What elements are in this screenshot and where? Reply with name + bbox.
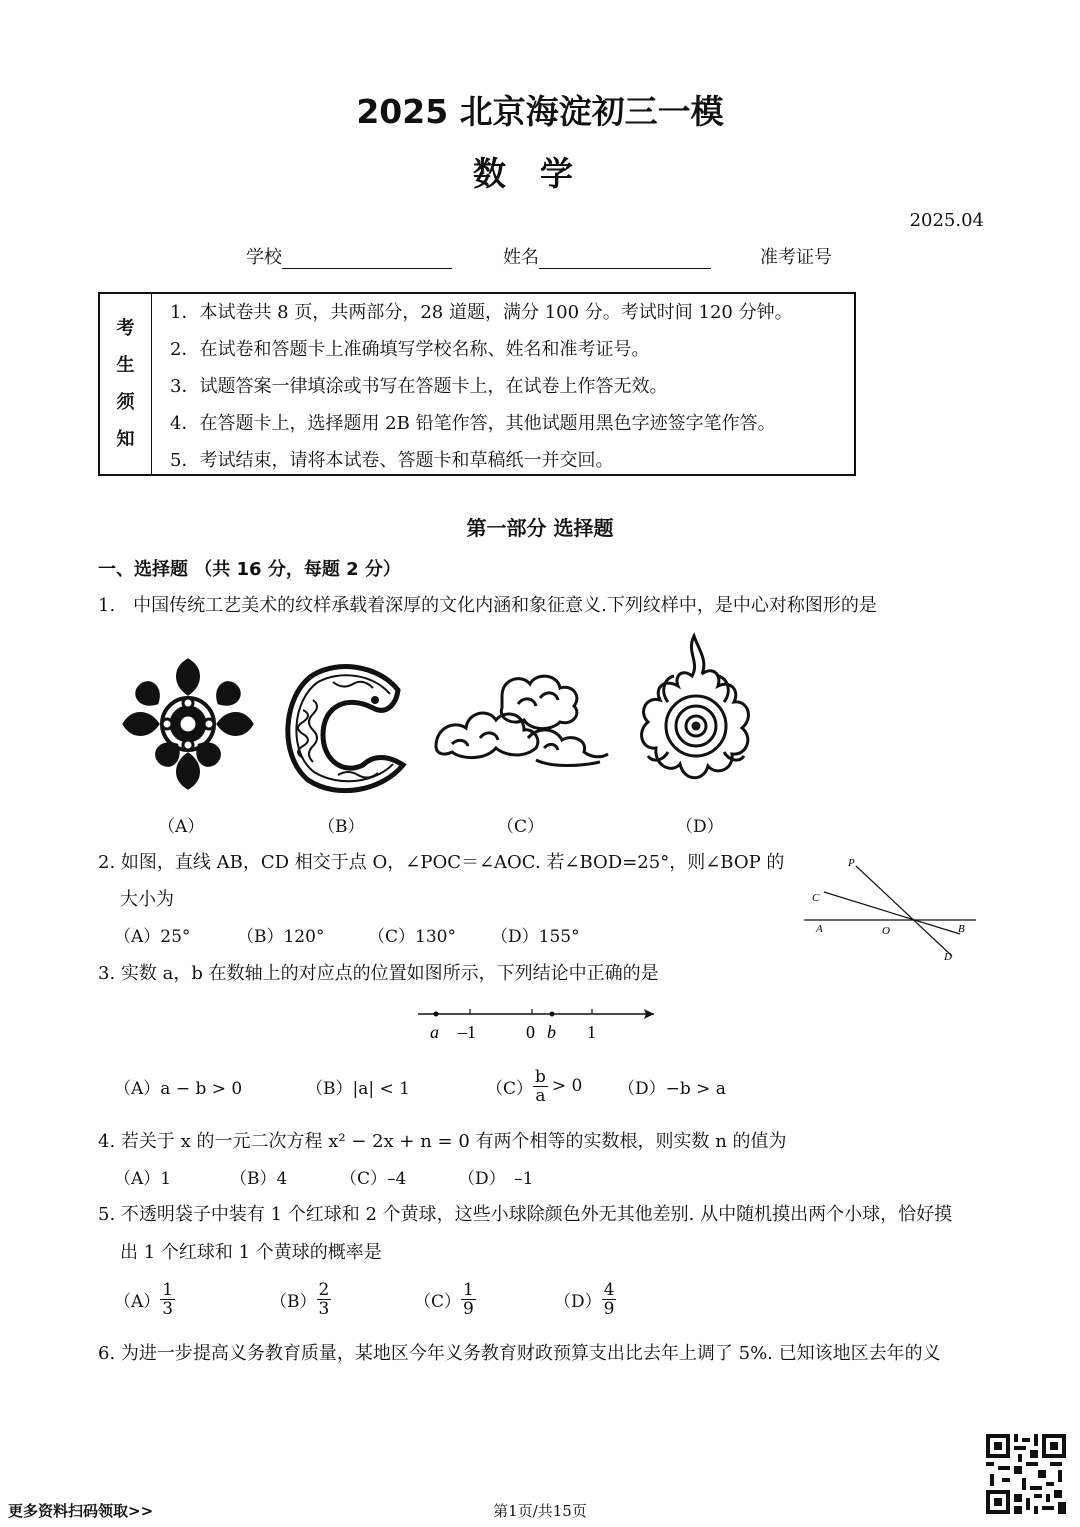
q5-option-d-numerator: 4 (603, 1279, 615, 1300)
notice-label-char: 生 (116, 355, 135, 376)
exam-title: 2025 北京海淀初三一模 (356, 92, 724, 131)
pattern-d-flame-image (628, 632, 760, 792)
q3-point-b (550, 1012, 555, 1017)
q5-option-c (414, 1277, 476, 1321)
q5-option-a (114, 1277, 175, 1321)
notice-label-char: 须 (116, 392, 135, 413)
exam-date: 2025.04 (909, 210, 984, 231)
q5-option-b-label: （B） (270, 1291, 317, 1312)
q2-label-b: B (958, 923, 965, 935)
q3-point-a (434, 1012, 439, 1017)
question-5-line1: 5. 不透明袋子中装有 1 个红球和 2 个黄球，这些小球除颜色外无其他差别. 从中随机摸出两个小球，恰好摸 (98, 1204, 953, 1225)
q5-option-c-denominator: 9 (463, 1298, 474, 1319)
q5-option-a-numerator: 1 (162, 1279, 174, 1300)
question-6-text: 6. 为进一步提高义务教育质量，某地区今年义务教育财政预算支出比去年上调了 5%. 已知该地区去年的义 (98, 1343, 941, 1364)
question-2-line1: 2. 如图，直线 AB，CD 相交于点 O，∠POC＝∠AOC. 若∠BOD=25°，则∠BOP 的 (98, 852, 785, 873)
q5-option-b-denominator: 3 (318, 1298, 330, 1319)
q5-option-b (270, 1277, 331, 1321)
q3-option-c-denominator: a (535, 1085, 546, 1106)
question-5-line2: 出 1 个红球和 1 个黄球的概率是 (120, 1242, 382, 1263)
q1-option-d-label: （D） (676, 817, 724, 837)
q2-option-d: （D）155° (491, 927, 580, 947)
q2-label-o: O (882, 925, 890, 937)
exam-id-label: 准考证号 (760, 247, 832, 268)
q2-label-a: A (816, 923, 823, 935)
q5-option-c-fraction (461, 1281, 476, 1318)
footer-page-number: 第1页/共15页 (493, 1502, 587, 1520)
q5-option-d-label: （D） (554, 1291, 602, 1312)
q1-option-b-label: （B） (318, 817, 365, 837)
q1-option-a-label: （A） (158, 817, 205, 837)
notice-label-char: 考 (116, 318, 135, 339)
school-blank (282, 248, 452, 269)
q3-axis-label-one: 1 (587, 1022, 596, 1042)
pattern-c-clouds-image (432, 668, 610, 780)
q2-label-p: P (848, 857, 855, 869)
q2-label-d: D (944, 951, 952, 963)
subject-title: 数学 (473, 154, 607, 193)
question-2-line2: 大小为 (120, 889, 174, 910)
q3-axis-label-b: b (547, 1022, 556, 1042)
q5-option-b-numerator: 2 (318, 1279, 330, 1300)
pattern-a-flower-image (120, 656, 256, 792)
notice-box (98, 292, 856, 476)
q3-option-c (486, 1064, 582, 1108)
notice-item: 3．试题答案一律填涂或书写在答题卡上，在试卷上作答无效。 (170, 376, 668, 397)
q5-option-a-label: （A） (114, 1291, 161, 1312)
q5-option-a-denominator: 3 (162, 1298, 174, 1319)
q3-option-b-expr: |a| < 1 (352, 1079, 410, 1099)
question-1-text: 1. 中国传统工艺美术的纹样承载着深厚的文化内涵和象征意义.下列纹样中，是中心对称图形的是 (98, 595, 877, 616)
notice-label-char: 知 (116, 429, 135, 450)
q3-option-b (306, 1074, 410, 1099)
q2-label-c: C (812, 892, 820, 904)
name-label: 姓名 (503, 247, 539, 268)
q4-option-d: （D） –1 (458, 1169, 534, 1189)
question-4-text: 4. 若关于 x 的一元二次方程 x² − 2x + n = 0 有两个相等的实数根，则实数 n 的值为 (98, 1131, 787, 1152)
exam-id-field (760, 243, 832, 269)
q3-option-a: （A）a − b > 0 (114, 1079, 243, 1099)
q3-option-c-fraction (533, 1068, 548, 1105)
pattern-b-c-shape-image (278, 660, 412, 795)
q4-option-c: （C）–4 (340, 1169, 407, 1189)
q1-option-c-label: （C） (497, 817, 545, 837)
school-label: 学校 (246, 247, 282, 268)
q5-option-a-fraction (160, 1281, 175, 1318)
q3-number-line (414, 1004, 662, 1044)
notice-item: 5．考试结束，请将本试卷、答题卡和草稿纸一并交回。 (170, 450, 614, 471)
q2-option-a: （A）25° (114, 927, 191, 947)
q3-option-c-suffix: > 0 (551, 1076, 583, 1096)
q5-option-c-numerator: 1 (463, 1279, 474, 1300)
q4-option-b: （B）4 (230, 1169, 288, 1189)
name-field (503, 243, 711, 269)
q5-option-b-fraction (317, 1281, 332, 1318)
question-3-text: 3. 实数 a，b 在数轴上的对应点的位置如图所示，下列结论中正确的是 (98, 963, 659, 984)
notice-item: 1．本试卷共 8 页，共两部分，28 道题，满分 100 分。考试时间 120 分钟。 (170, 302, 793, 323)
notice-label (100, 294, 152, 474)
q2-intersecting-lines-figure (800, 852, 982, 964)
q3-axis-label-minus-one: –1 (458, 1022, 476, 1042)
notice-item: 2．在试卷和答题卡上准确填写学校名称、姓名和准考证号。 (170, 339, 650, 360)
school-field (246, 243, 452, 269)
q2-option-c: （C）130° (368, 927, 456, 947)
notice-items (170, 294, 793, 479)
q5-option-d-denominator: 9 (603, 1298, 615, 1319)
q2-option-b: （B）120° (237, 927, 325, 947)
q5-option-d-fraction (602, 1281, 617, 1318)
q3-option-b-label: （B） (306, 1079, 353, 1099)
q5-option-c-label: （C） (414, 1291, 462, 1312)
q4-option-a: （A）1 (114, 1169, 172, 1189)
q3-axis-label-a: a (430, 1022, 439, 1042)
footer-more-resources-link[interactable]: 更多资料扫码领取>> (8, 1502, 154, 1520)
name-blank (539, 248, 711, 269)
notice-item: 4．在答题卡上，选择题用 2B 铅笔作答，其他试题用黑色字迹签字笔作答。 (170, 413, 776, 434)
q3-axis-label-zero: 0 (526, 1022, 535, 1042)
q3-option-c-label: （C） (486, 1078, 534, 1099)
part-title: 第一部分 选择题 (466, 516, 614, 540)
section-title: 一、选择题 （共 16 分，每题 2 分） (98, 559, 401, 580)
q5-option-d (554, 1277, 616, 1321)
q3-option-d: （D）−b > a (618, 1079, 726, 1099)
q3-option-c-numerator: b (535, 1066, 546, 1087)
